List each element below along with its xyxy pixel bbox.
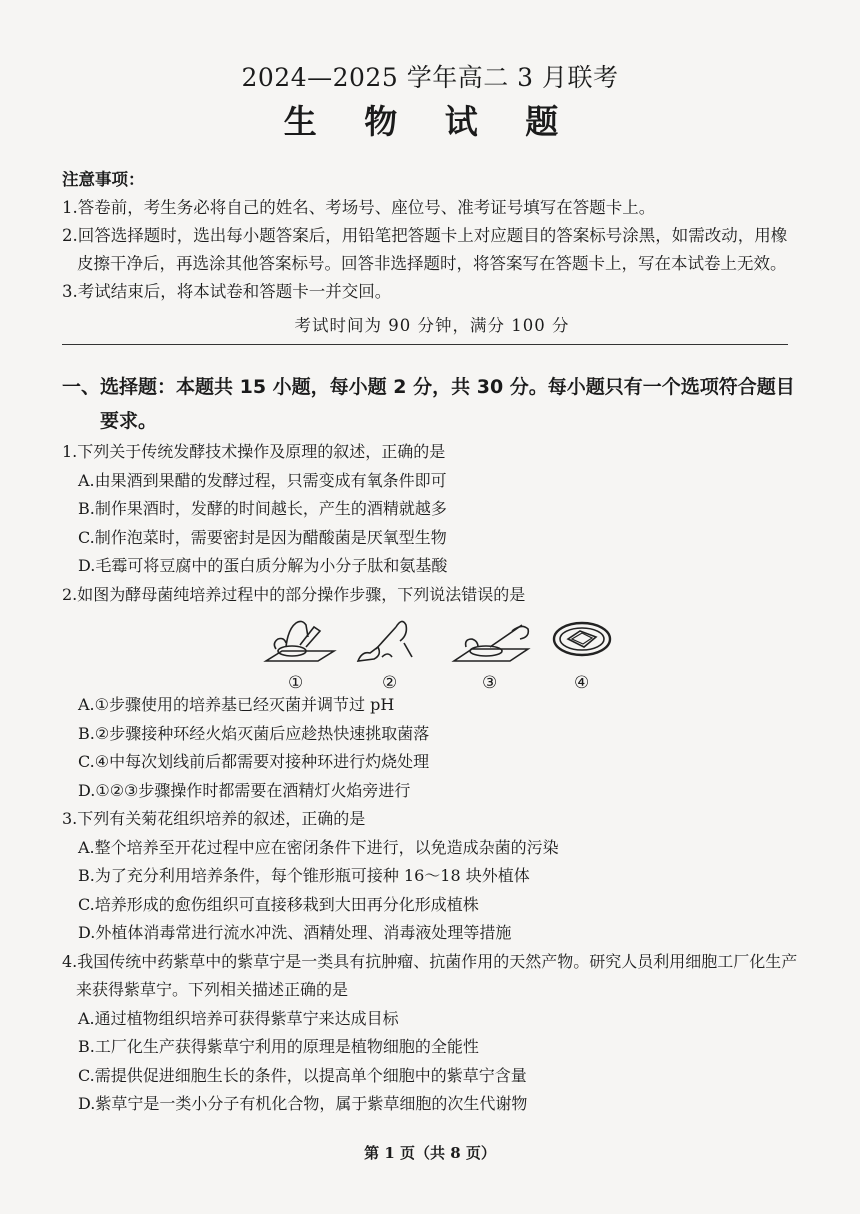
note-item: 3.考试结束后，将本试卷和答题卡一并交回。	[62, 282, 392, 301]
notes-block	[62, 166, 802, 340]
section-heading: 一、选择题：本题共 15 小题，每小题 2 分，共 30 分。每小题只有一个选项符合题目要求。	[62, 376, 795, 432]
notes-title: 注意事项：	[62, 170, 145, 189]
question-3	[62, 805, 802, 948]
exam-header: 2024—2025 学年高二 3 月联考	[241, 63, 619, 92]
option-b: B.工厂化生产获得紫草宁利用的原理是植物细胞的全能性	[78, 1037, 479, 1056]
question-stem: 4.我国传统中药紫草中的紫草宁是一类具有抗肿瘤、抗菌作用的天然产物。研究人员利用细胞工厂化生产来获得紫草宁。下列相关描述正确的是	[62, 951, 798, 999]
question-stem: 3.下列有关菊花组织培养的叙述，正确的是	[62, 809, 366, 828]
procedure-figure	[62, 617, 802, 691]
step-3-illustration	[450, 617, 540, 667]
question-stem: 2.如图为酵母菌纯培养过程中的部分操作步骤，下列说法错误的是	[62, 584, 526, 604]
section-choice	[62, 370, 802, 1119]
option-c: C.需提供促进细胞生长的条件，以提高单个细胞中的紫草宁含量	[78, 1065, 527, 1085]
question-2	[62, 581, 802, 806]
option-a: A.整个培养至开花过程中应在密闭条件下进行，以免造成杂菌的污染	[78, 837, 559, 857]
divider	[62, 344, 788, 345]
step-label-4: ④	[574, 673, 590, 693]
question-stem: 1.下列关于传统发酵技术操作及原理的叙述，正确的是	[62, 442, 446, 461]
question-1	[62, 438, 802, 581]
step-label-3: ③	[482, 673, 498, 693]
option-b: B.制作果酒时，发酵的时间越长，产生的酒精就越多	[78, 499, 447, 518]
question-4	[62, 948, 802, 1119]
option-a: A.由果酒到果醋的发酵过程，只需变成有氧条件即可	[78, 470, 447, 490]
option-b: B.②步骤接种环经火焰灭菌后应趁热快速挑取菌落	[78, 723, 430, 743]
option-a: A.①步骤使用的培养基已经灭菌并调节过 pH	[78, 695, 395, 714]
note-item: 1.答卷前，考生务必将自己的姓名、考场号、座位号、准考证号填写在答题卡上。	[62, 198, 656, 217]
exam-time: 考试时间为 90 分钟，满分 100 分	[294, 316, 570, 335]
step-1-illustration	[262, 617, 342, 667]
option-b: B.为了充分利用培养条件，每个锥形瓶可接种 16～18 块外植体	[78, 866, 530, 885]
option-d: D.毛霉可将豆腐中的蛋白质分解为小分子肽和氨基酸	[78, 556, 448, 575]
page-footer: 第 1 页（共 8 页）	[364, 1144, 496, 1162]
step-4-illustration	[550, 617, 614, 667]
option-c: C.④中每次划线前后都需要对接种环进行灼烧处理	[78, 752, 430, 771]
step-label-1: ①	[288, 673, 304, 693]
option-a: A.通过植物组织培养可获得紫草宁来达成目标	[78, 1008, 399, 1028]
option-c: C.制作泡菜时，需要密封是因为醋酸菌是厌氧型生物	[78, 527, 447, 547]
step-label-2: ②	[382, 673, 398, 693]
option-d: D.紫草宁是一类小分子有机化合物，属于紫草细胞的次生代谢物	[78, 1094, 528, 1113]
option-d: D.①②③步骤操作时都需要在酒精灯火焰旁进行	[78, 780, 411, 800]
option-d: D.外植体消毒常进行流水冲洗、酒精处理、消毒液处理等措施	[78, 923, 512, 942]
step-2-illustration	[352, 617, 422, 667]
option-c: C.培养形成的愈伤组织可直接移栽到大田再分化形成植株	[78, 894, 479, 914]
exam-title: 生 物 试 题	[283, 102, 577, 141]
note-item: 2.回答选择题时，选出每小题答案后，用铅笔把答题卡上对应题目的答案标号涂黑，如需改动，用橡皮擦干净后，再选涂其他答案标号。回答非选择题时，将答案写在答题卡上，写在本试卷上无效。	[62, 226, 788, 273]
